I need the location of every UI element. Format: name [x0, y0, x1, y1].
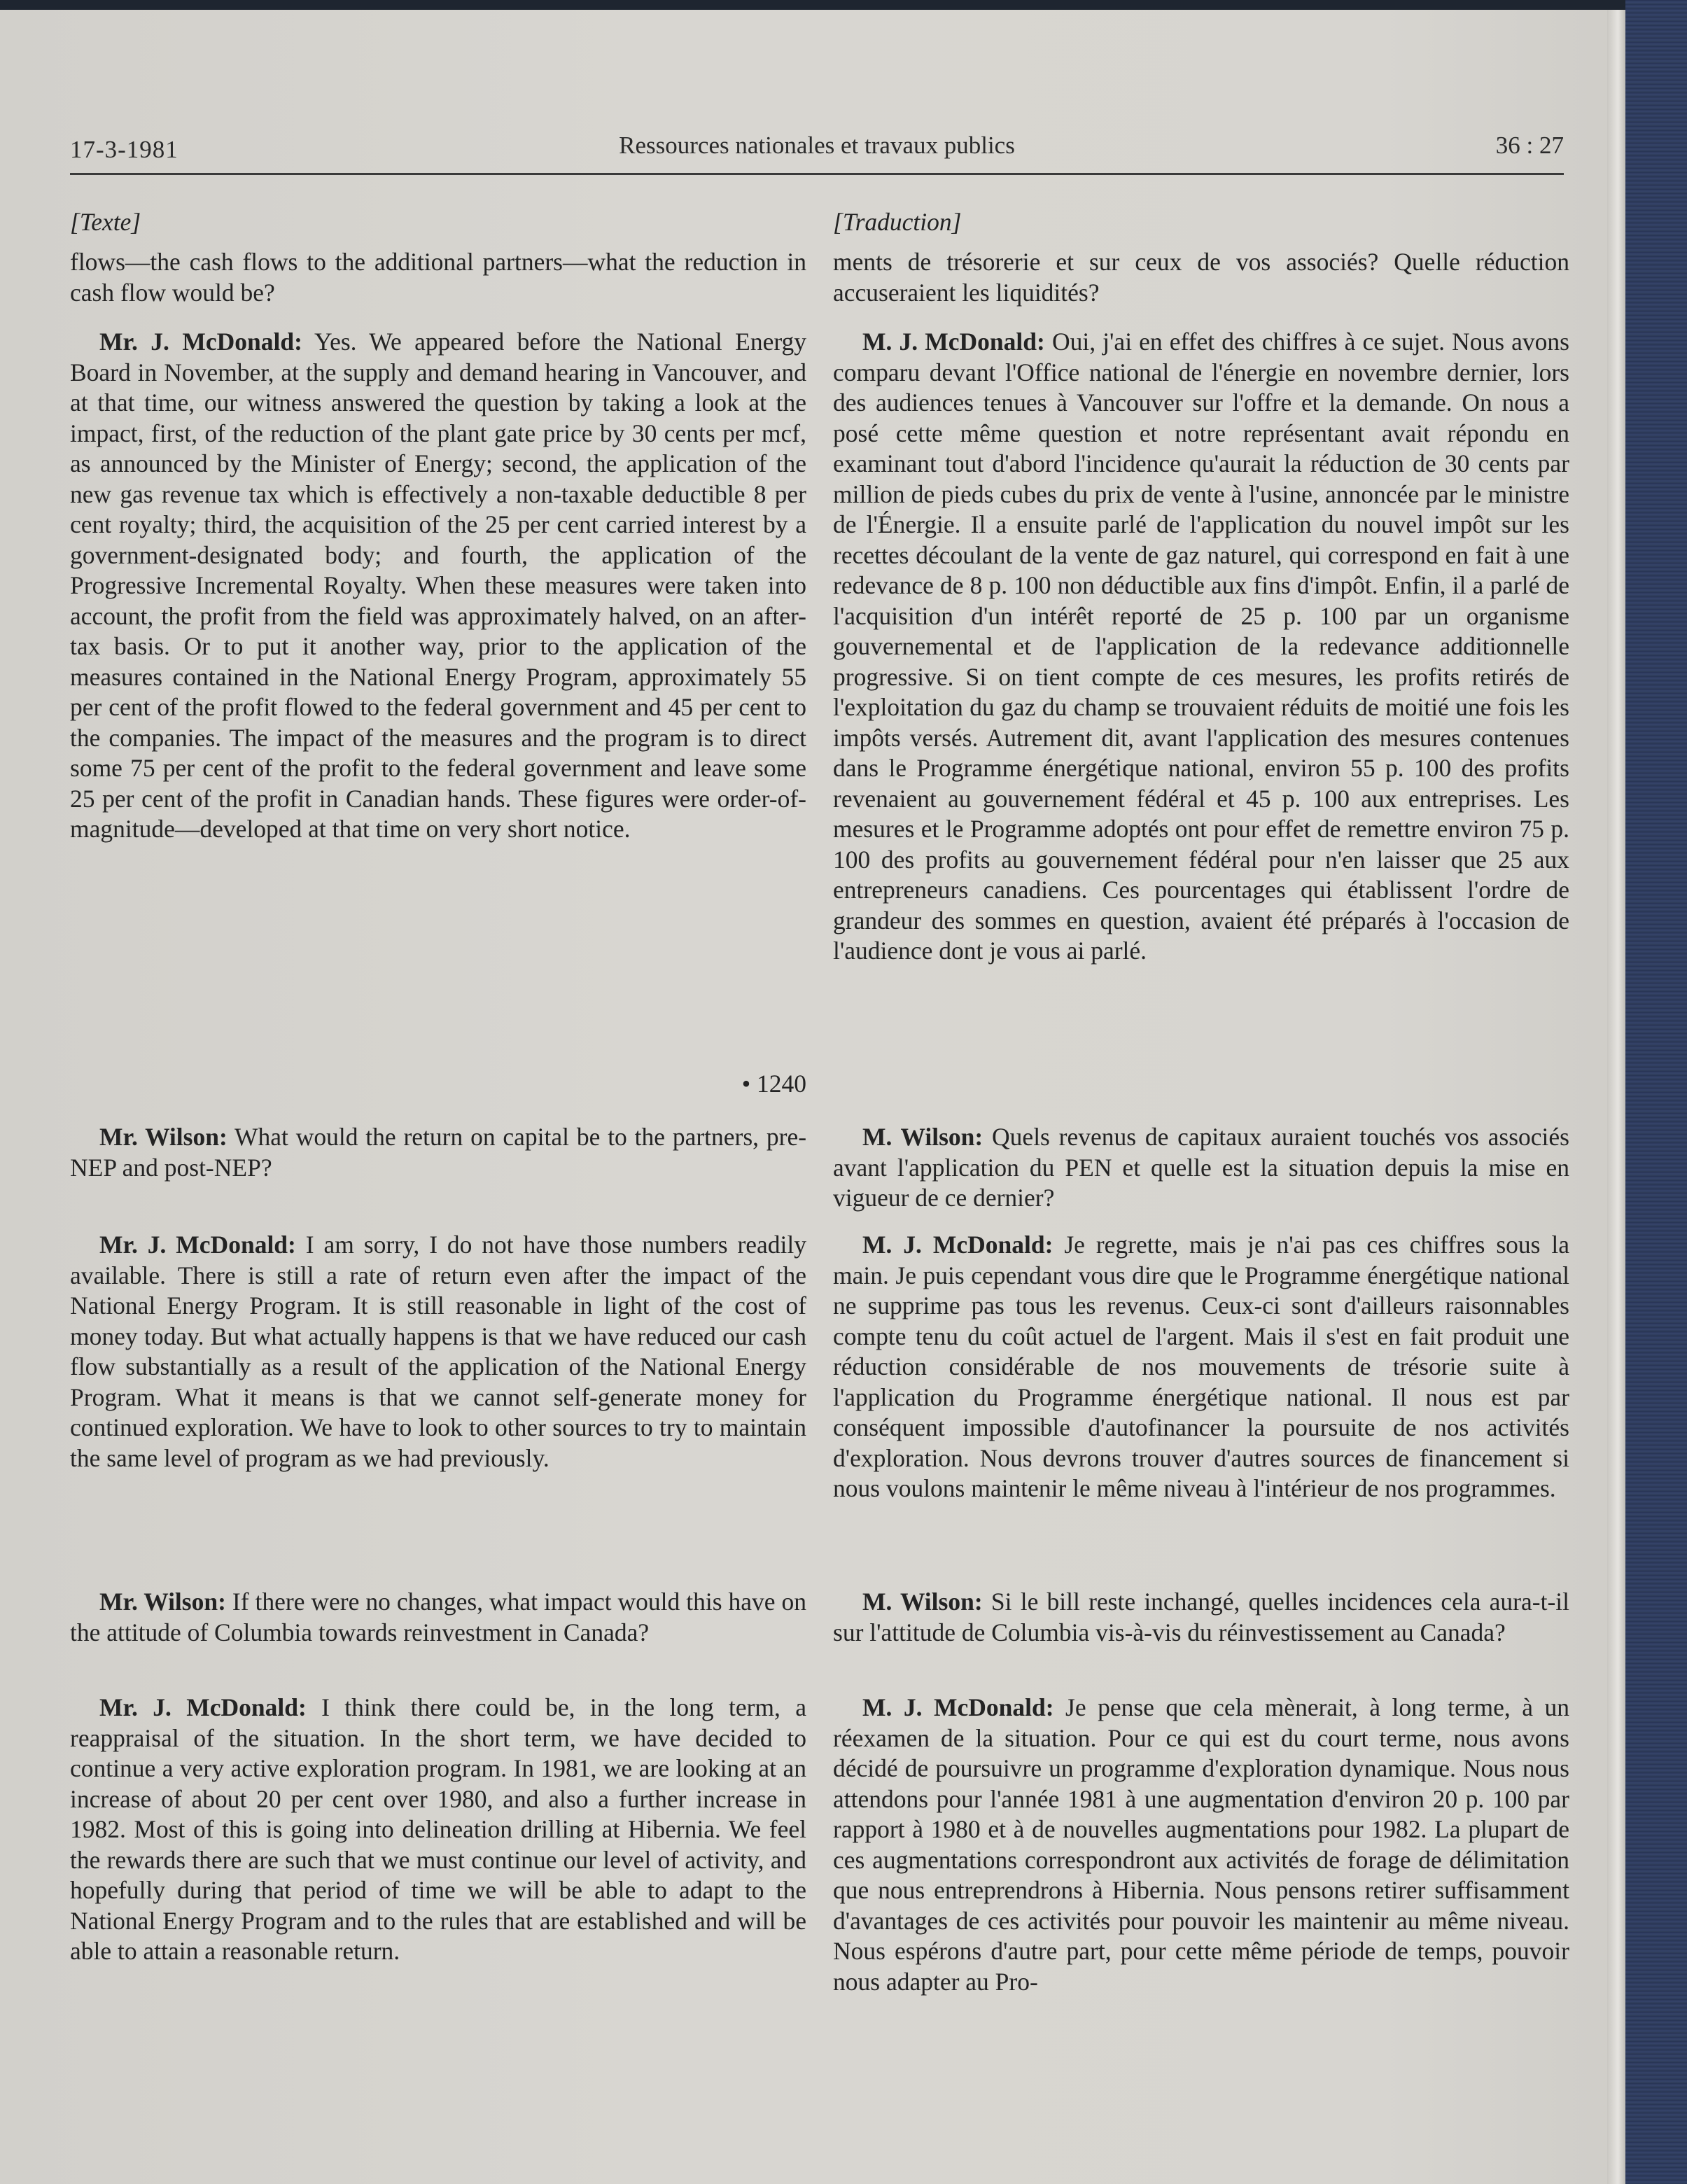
paragraph	[70, 1230, 806, 1474]
paragraph-text: I think there could be, in the long term, a reappraisal of the situation. In the short term, we have decided to continue a very active exploration program. In 1981, we are looking at an increase of about 20 per cent over 1980, and also a further increase in 1982. Most of this is going into delineation drilling at Hibernia. We feel the rewards there are such that we must continue our level of activity, and hopefully during that period of time we will be able to adapt to the National Energy Program and to the rules that are established and will be able to attain a reasonable return.	[70, 1693, 807, 1965]
paragraph-text: I am sorry, I do not have those numbers readily available. There is still a rate of return even after the impact of the National Energy Program. It is still reasonable in light of the cost of money today. But what actually happens is that we have reduced our cash flow substantially as a result of the application of the National Energy Program. What it means is that we cannot self-generate money for continued exploration. We have to look to other sources to try to maintain the same level of program as we had previously.	[70, 1231, 807, 1472]
paragraph-text: Je regrette, mais je n'ai pas ces chiffres sous la main. Je puis cependant vous dire que le Programme énergétique national ne supprime pas tous les revenus. Ceux-ci sont d'ailleurs raisonnables compte tenu du coût actuel de l'argent. Mais il s'est en fait produit une réduction considérable de nos mouvements de trésorie suite à l'application du Programme énergétique national. Il nous est par conséquent impossible d'autofinancer la poursuite de nos activités d'exploration. Nous devrons trouver d'autres sources de financement si nous voulons maintenir le même niveau à l'intérieur de nos programmes.	[833, 1231, 1570, 1502]
paragraph-text: Yes. We appeared before the National Energy Board in November, at the supply and demand hearing in Vancouver, and at that time, our witness answered the question by taking a look at the impact, first, of the reduction of the plant gate price by 30 cents per mcf, as announced by the Minister of Energy; second, the application of the new gas revenue tax which is effectively a non-taxable deductible 8 per cent royalty; third, the acquisition of the 25 per cent carried interest by a government-designated body; and fourth, the application of the Progressive Incremental Royalty. When these measures were taken into account, the profit from the field was approximately halved, on an after-tax basis. Or to put it another way, prior to the application of the measures contained in the National Energy Program, approximately 55 per cent of the profit flowed to the federal government and 45 per cent to the companies. The impact of the measures and the program is to direct some 75 per cent of the profit to the federal government and leave some 25 per cent of the profit in Canadian hands. These figures were order-of-magnitude—developed at that time on very short notice.	[70, 328, 807, 843]
column-label: [Traduction]	[833, 208, 962, 236]
paragraph	[833, 327, 1569, 967]
speaker-name: Mr. J. McDonald:	[99, 328, 302, 356]
paragraph-text: If there were no changes, what impact would this have on the attitude of Columbia towards reinvestment in Canada?	[70, 1588, 807, 1646]
paragraph-text: What would the return on capital be to the partners, pre-NEP and post-NEP?	[70, 1123, 807, 1182]
book-binding	[1625, 0, 1687, 2184]
paragraph	[833, 1693, 1569, 1997]
speaker-name: M. J. McDonald:	[862, 1231, 1054, 1259]
header-title: Ressources nationales et travaux publics	[619, 132, 1015, 159]
speaker-name: Mr. J. McDonald:	[99, 1693, 307, 1721]
paragraph	[833, 247, 1569, 308]
page-header	[70, 130, 1564, 172]
paragraph	[70, 247, 806, 308]
speaker-name: M. J. McDonald:	[862, 1693, 1054, 1721]
paragraph	[833, 1122, 1569, 1214]
speaker-name: M. Wilson:	[862, 1588, 983, 1616]
paragraph-text: Je pense que cela mènerait, à long terme, à un réexamen de la situation. Pour ce qui est du court terme, nous avons décidé de poursuivre un programme d'exploration dynamique. Nous nous attendons pour l'année 1981 à une augmentation d'environ 20 p. 100 par rapport à 1980 et à de nouvelles augmentations pour 1982. La plupart de ces augmentations correspondront aux activités de forage de délimitation que nous entreprendrons à Hibernia. Nous pensons retirer suffisamment d'avantages de ces activités pour pouvoir les maintenir au même niveau. Nous espérons d'autre part, pour cette même période de temps, pouvoir nous adapter au Pro-	[833, 1693, 1569, 1996]
speaker-name: M. Wilson:	[862, 1123, 983, 1151]
paragraph	[833, 1587, 1569, 1648]
page-edge	[1607, 10, 1625, 2184]
paragraph-text: ments de trésorerie et sur ceux de vos associés? Quelle réduction accuseraient les liquidités?	[833, 248, 1569, 307]
time-marker: • 1240	[741, 1070, 806, 1098]
header-date: 17-3-1981	[70, 136, 178, 163]
paragraph	[833, 1230, 1569, 1504]
speaker-name: Mr. Wilson:	[99, 1588, 226, 1616]
paragraph-text: Quels revenus de capitaux auraient touchés vos associés avant l'application du PEN et quelle est la situation depuis la mise en vigueur de ce dernier?	[833, 1123, 1569, 1212]
paragraph	[70, 1587, 806, 1648]
speaker-name: M. J. McDonald:	[862, 328, 1045, 356]
column-label: [Texte]	[70, 208, 141, 236]
header-page-number: 36 : 27	[1495, 132, 1564, 159]
header-rule	[70, 173, 1564, 175]
paragraph-text: Oui, j'ai en effet des chiffres à ce sujet. Nous avons comparu devant l'Office national de l'énergie en novembre dernier, lors des audiences tenues à Vancouver sur l'offre et la demande. On nous a posé cette même question et notre représentant avait répondu en examinant tout d'abord l'incidence qu'aurait la réduction de 30 cents par million de pieds cubes du prix de vente à l'usine, annoncée par le ministre de l'Énergie. Il a ensuite parlé de l'application du nouvel impôt sur les recettes découlant de la vente de gaz naturel, qui correspond en fait à une redevance de 8 p. 100 non déductible aux fins d'impôt. Enfin, il a parlé de l'acquisition d'un intérêt reporté de 25 p. 100 par un organisme gouvernemental et de l'application de la redevance additionnelle progressive. Si on tient compte de ces mesures, les profits retirés de l'exploitation du gaz du champ se trouvaient réduits de moitié une fois les impôts versés. Autrement dit, avant l'application des mesures contenues dans le Programme énergétique national, environ 55 p. 100 des profits revenaient au gouvernement fédéral et 45 p. 100 aux entreprises. Les mesures et le Programme adoptés ont pour effet de remettre environ 75 p. 100 des profits au gouvernement fédéral pour n'en laisser que 25 aux entrepreneurs canadiens. Ces pourcentages qui établissent l'ordre de grandeur des sommes en question, avaient été préparés à l'occasion de l'audience dont je vous ai parlé.	[833, 328, 1569, 965]
paragraph-text: Si le bill reste inchangé, quelles incidences cela aura-t-il sur l'attitude de Columbia vis-à-vis du réinvestissement au Canada?	[833, 1588, 1569, 1646]
speaker-name: Mr. J. McDonald:	[99, 1231, 296, 1259]
paragraph	[70, 1693, 806, 1967]
paragraph-text: flows—the cash flows to the additional partners—what the reduction in cash flow would be?	[70, 248, 806, 307]
paragraph	[70, 327, 806, 845]
paragraph	[70, 1122, 806, 1183]
speaker-name: Mr. Wilson:	[99, 1123, 227, 1151]
